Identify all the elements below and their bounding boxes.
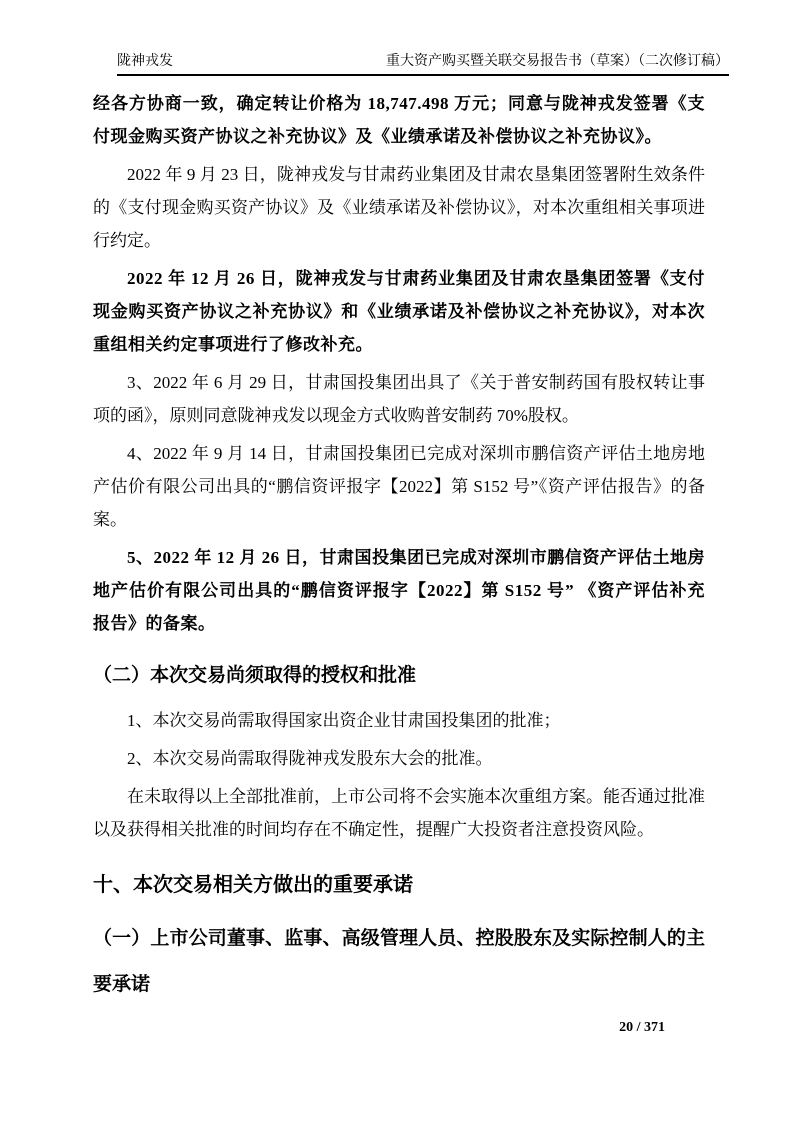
paragraph-risk-reminder: 在未取得以上全部批准前，上市公司将不会实施本次重组方案。能否通过批准以及获得相关批准的时间均存在不确定性，提醒广大投资者注意投资风险。 <box>93 787 705 839</box>
header-company-name: 陇神戎发 <box>117 54 173 69</box>
section-heading-major-commitments: （一）上市公司董事、监事、高级管理人员、控股股东及实际控制人的主要承诺 <box>93 928 705 995</box>
paragraph-agreement-signing-2022-09-23: 2022 年 9 月 23 日，陇神戎发与甘肃药业集团及甘肃农垦集团签署附生效条件的《支付现金购买资产协议》及《业绩承诺及补偿协议》，对本次重组相关事项进行约定。 <box>93 165 705 250</box>
paragraph-item-4-appraisal-filing: 4、2022 年 9 月 14 日，甘肃国投集团已完成对深圳市鹏信资产评估土地房地产估价有限公司出具的“鹏信资评报字【2022】第 S152 号”《资产评估报告》的备案。 <box>93 444 705 529</box>
paragraph-approval-item-2: 2、本次交易尚需取得陇神戎发股东大会的批准。 <box>127 749 493 768</box>
paragraph-item-5-supplement-filing: 5、2022 年 12 月 26 日，甘肃国投集团已完成对深圳市鹏信资产评估土地房地产估价有限公司出具的“鹏信资评报字【2022】第 S152 号” 《资产评估补充报告》的备案。 <box>93 548 705 633</box>
paragraph-transfer-price-continuation: 经各方协商一致，确定转让价格为 18,747.498 万元；同意与陇神戎发签署《支付现金购买资产协议之补充协议》及《业绩承诺及补偿协议之补充协议》。 <box>93 94 705 146</box>
paragraph-item-3-approval-letter: 3、2022 年 6 月 29 日，甘肃国投集团出具了《关于普安制药国有股权转让事项的函》，原则同意陇神戎发以现金方式收购普安制药 70%股权。 <box>93 373 705 425</box>
header-report-title: 重大资产购买暨关联交易报告书（草案）（二次修订稿） <box>386 54 729 69</box>
paragraph-supplement-signing-2022-12-26: 2022 年 12 月 26 日，陇神戎发与甘肃药业集团及甘肃农垦集团签署《支付现金购买资产协议之补充协议》和《业绩承诺及补偿协议之补充协议》，对本次重组相关约定事项进行了修改补充。 <box>93 269 705 354</box>
page-number: 20 / 371 <box>619 1020 665 1035</box>
document-body <box>93 87 705 1008</box>
section-heading-pending-approvals: （二）本次交易尚须取得的授权和批准 <box>93 665 417 686</box>
paragraph-approval-item-1: 1、本次交易尚需取得国家出资企业甘肃国投集团的批准； <box>127 711 561 730</box>
page-footer <box>619 1020 665 1036</box>
chapter-heading-important-commitments: 十、本次交易相关方做出的重要承诺 <box>93 874 413 896</box>
page-header <box>117 52 729 76</box>
